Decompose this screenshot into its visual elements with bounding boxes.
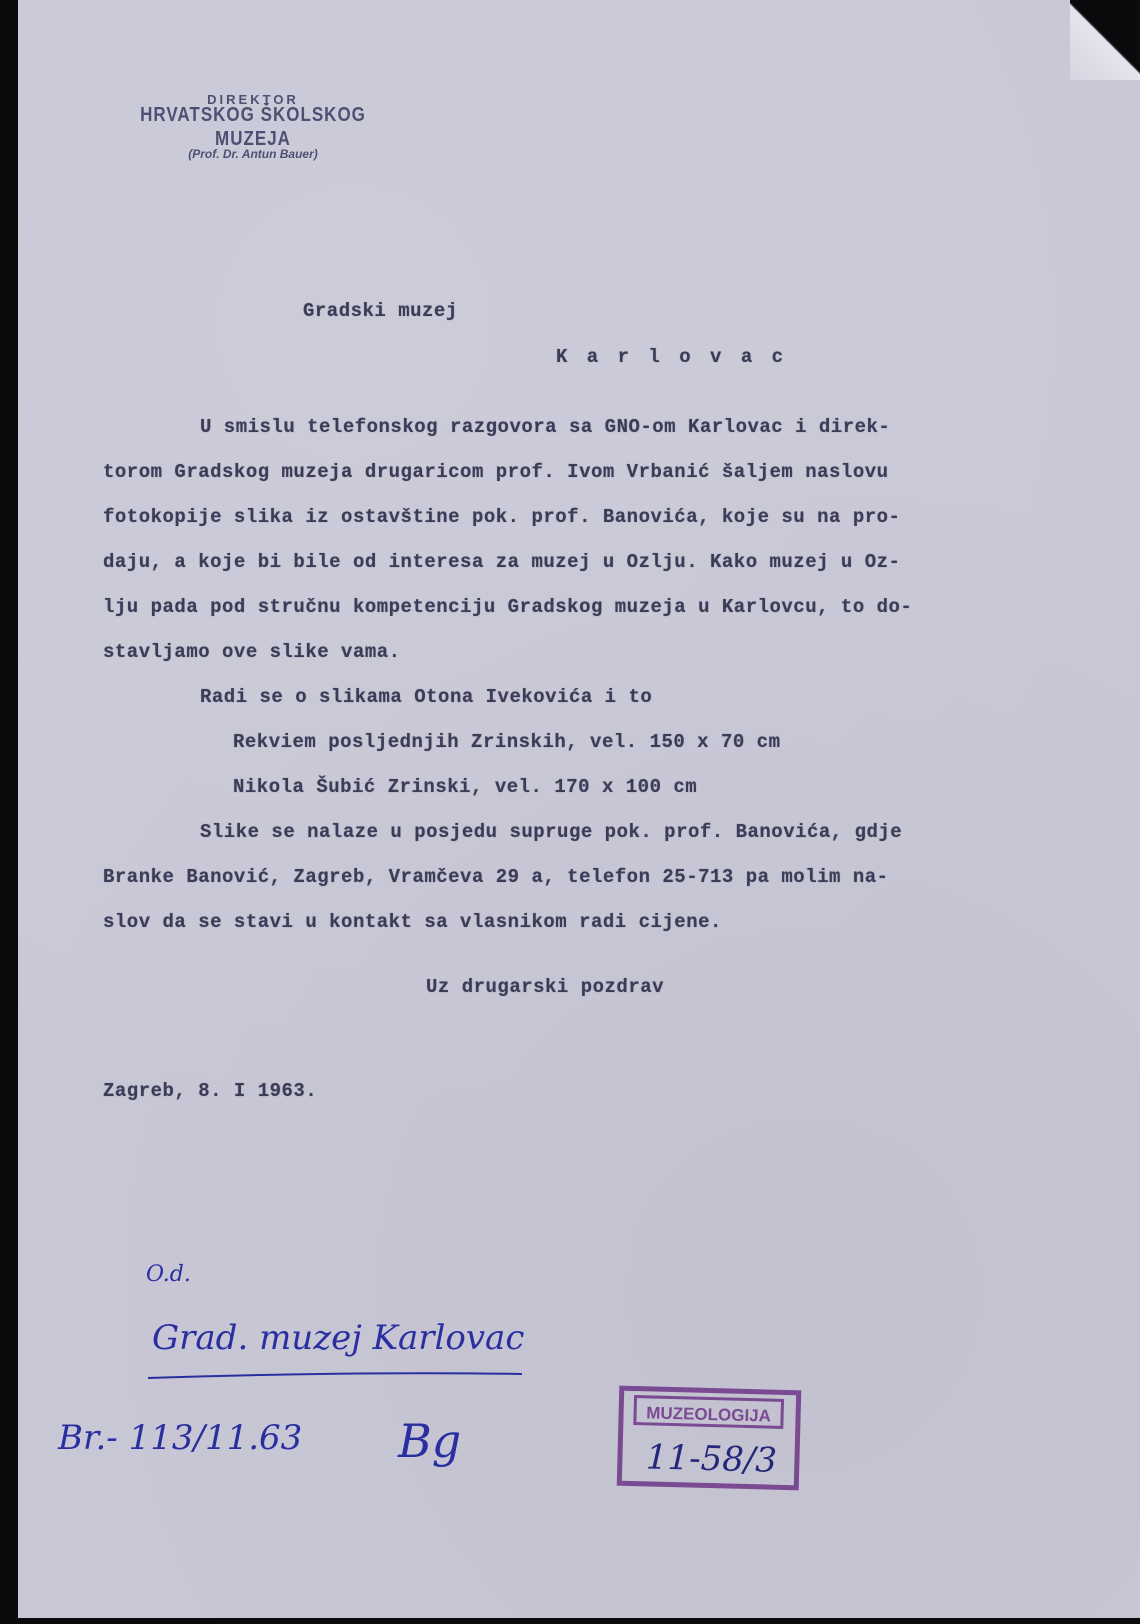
place-date: Zagreb, 8. I 1963. [103,1080,318,1102]
stamp-line-3: (Prof. Dr. Antun Bauer) [188,147,318,161]
handwritten-initials: Bg [398,1414,462,1468]
stamp-line-2: HRVATSKOG ŠKOLSKOG MUZEJA [140,103,366,150]
body2-line-2: Branke Banović, Zagreb, Vramčeva 29 a, telefon 25-713 pa molim na- [103,866,889,888]
body-line-6: stavljamo ove slike vama. [103,641,401,663]
handwritten-reference: Br.- 113/11.63 [58,1418,303,1458]
body-line-5: lju pada pod stručnu kompetenciju Gradskog muzeja u Karlovcu, to do- [103,596,913,618]
archive-stamp [617,1386,802,1491]
handwritten-underline [146,1368,526,1384]
painting-2: Nikola Šubić Zrinski, vel. 170 x 100 cm [233,776,698,798]
body-line-4: daju, a koje bi bile od interesa za muzej u Ozlju. Kako muzej u Oz- [103,551,901,573]
handwritten-note-1: O.d. [146,1262,191,1287]
director-stamp [123,92,383,161]
body-line-2: torom Gradskog muzeja drugaricom prof. Ivom Vrbanić šaljem naslovu [103,461,889,483]
body2-line-3: slov da se stavi u kontakt sa vlasnikom radi cijene. [103,911,722,933]
archive-stamp-number: 11-58/3 [645,1437,778,1481]
document-sheet [18,0,1140,1618]
closing: Uz drugarski pozdrav [426,976,665,998]
painting-1: Rekviem posljednjih Zrinskih, vel. 150 x 70 cm [233,731,781,753]
handwritten-note-2: Grad. muzej Karlovac [152,1318,525,1358]
recipient-line-1: Gradski muzej [303,300,458,322]
archive-stamp-label: MUZEOLOGIJA [633,1395,784,1429]
body-line-1: U smislu telefonskog razgovora sa GNO-om Karlovac i direk- [200,416,891,438]
folded-corner [1070,0,1140,80]
body2-line-1: Slike se nalaze u posjedu supruge pok. prof. Banovića, gdje [200,821,903,843]
list-intro: Radi se o slikama Otona Ivekovića i to [200,686,653,708]
body-line-3: fotokopije slika iz ostavštine pok. prof. Banovića, koje su na pro- [103,506,901,528]
stamp-line-1: DIREKTOR [207,92,299,107]
recipient-line-2: K a r l o v a c [556,346,788,368]
